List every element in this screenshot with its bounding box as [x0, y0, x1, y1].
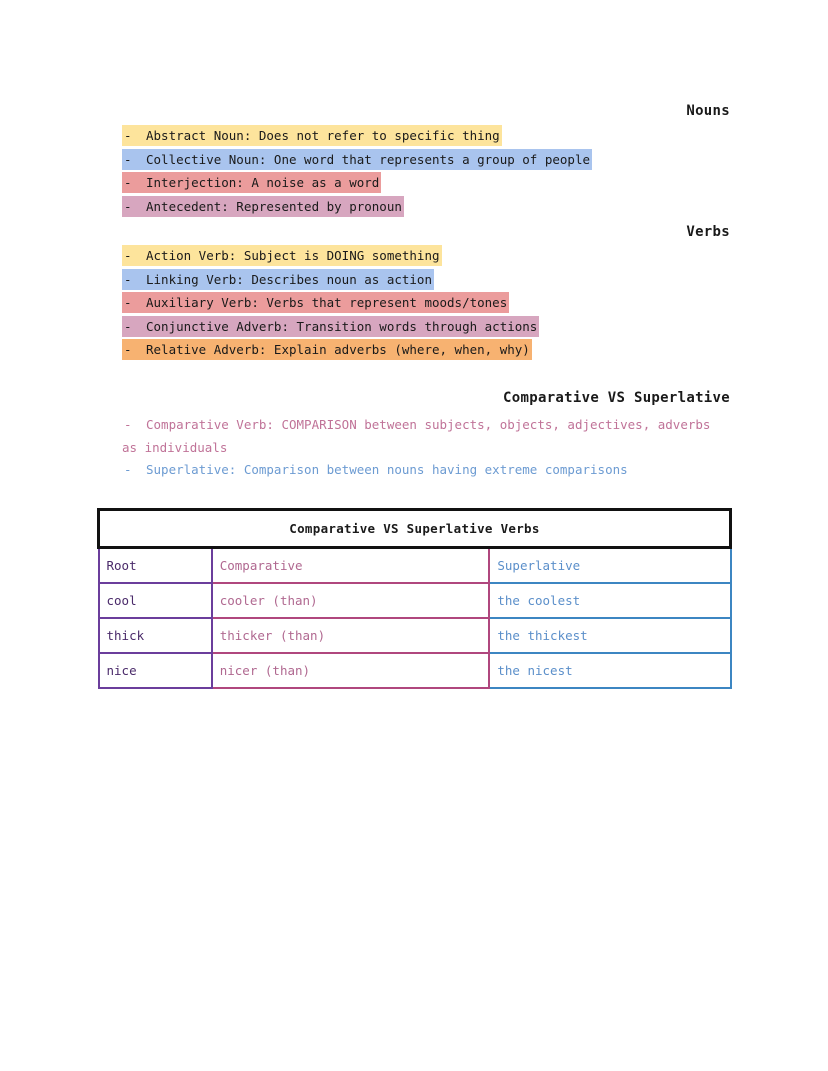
- table-cell: thick: [99, 618, 212, 653]
- list-item: - Action Verb: Subject is DOING something: [122, 245, 539, 269]
- list-item: - Auxiliary Verb: Verbs that represent moods/tones: [122, 292, 539, 316]
- list-item: - Abstract Noun: Does not refer to specific thing: [122, 125, 592, 149]
- nouns-heading: Nouns: [686, 103, 730, 119]
- list-item: - Conjunctive Adverb: Transition words through actions: [122, 316, 539, 340]
- list-item: - Collective Noun: One word that represents a group of people: [122, 149, 592, 173]
- table-cell: the nicest: [489, 653, 730, 688]
- nouns-list: [122, 125, 592, 219]
- verbs-heading: Verbs: [686, 224, 730, 240]
- table-cell: thicker (than): [212, 618, 490, 653]
- list-item: - Relative Adverb: Explain adverbs (where, when, why): [122, 339, 539, 363]
- table-cell: Root: [99, 548, 212, 584]
- list-item: - Superlative: Comparison between nouns having extreme comparisons: [124, 462, 628, 477]
- list-item: - Linking Verb: Describes noun as action: [122, 269, 539, 293]
- comparison-heading: Comparative VS Superlative: [503, 390, 730, 406]
- table-cell: nicer (than): [212, 653, 490, 688]
- table-cell: nice: [99, 653, 212, 688]
- comparison-table: [97, 508, 732, 689]
- list-item: - Interjection: A noise as a word: [122, 172, 592, 196]
- table-cell: the thickest: [489, 618, 730, 653]
- table-cell: cooler (than): [212, 583, 490, 618]
- table-row: [99, 653, 731, 688]
- table-cell: cool: [99, 583, 212, 618]
- verbs-list: [122, 245, 539, 363]
- table-title: Comparative VS Superlative Verbs: [99, 510, 731, 548]
- table-row: [99, 618, 731, 653]
- comparison-list: [122, 413, 722, 482]
- table-cell: Comparative: [212, 548, 490, 584]
- table-cell: the coolest: [489, 583, 730, 618]
- table-row: [99, 583, 731, 618]
- list-item: - Comparative Verb: COMPARISON between subjects, objects, adjectives, adverbs as individuals: [122, 417, 711, 455]
- list-item: - Antecedent: Represented by pronoun: [122, 196, 592, 220]
- table-cell: Superlative: [489, 548, 730, 584]
- table-row: [99, 548, 731, 584]
